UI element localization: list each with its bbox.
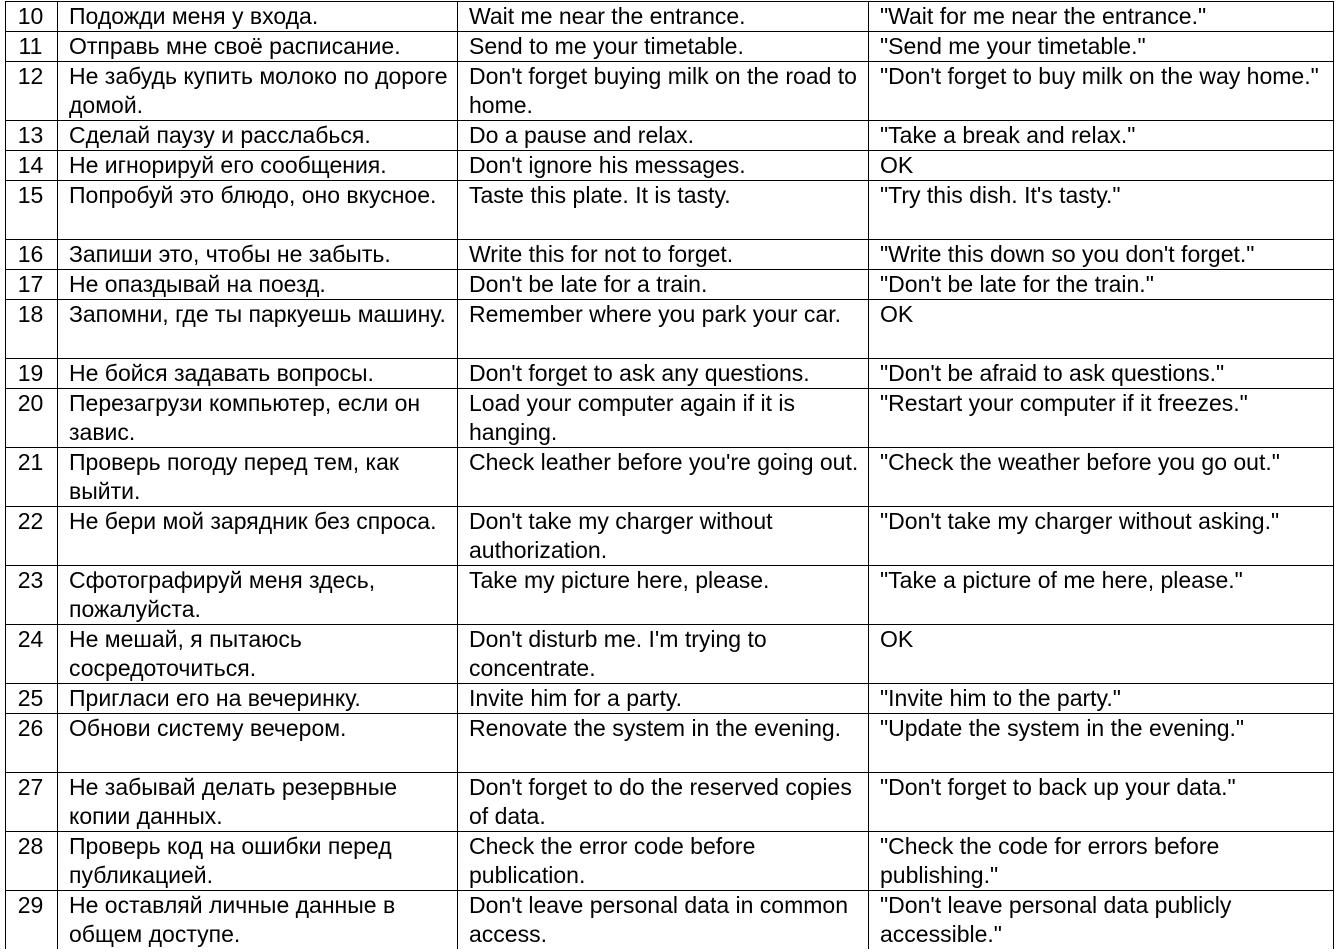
russian-sentence: Не игнорируй его сообщения. <box>58 151 458 181</box>
corrected-translation: "Restart your computer if it freezes." <box>869 389 1334 448</box>
row-number: 21 <box>6 448 58 507</box>
student-translation: Don't disturb me. I'm trying to concentrate. <box>458 625 869 684</box>
student-translation: Check leather before you're going out. <box>458 448 869 507</box>
table-row <box>6 32 1334 62</box>
student-translation: Don't take my charger without authorization. <box>458 507 869 566</box>
row-number: 11 <box>6 32 58 62</box>
corrected-translation: "Don't take my charger without asking." <box>869 507 1334 566</box>
row-number: 13 <box>6 121 58 151</box>
corrected-translation: "Don't leave personal data publicly accessible." <box>869 891 1334 950</box>
corrected-translation: "Update the system in the evening." <box>869 714 1334 773</box>
corrected-translation: "Take a break and relax." <box>869 121 1334 151</box>
student-translation: Don't forget to ask any questions. <box>458 359 869 389</box>
corrected-translation: "Take a picture of me here, please." <box>869 566 1334 625</box>
corrected-translation: "Invite him to the party." <box>869 684 1334 714</box>
russian-sentence: Попробуй это блюдо, оно вкусное. <box>58 181 458 240</box>
corrected-translation: "Don't be afraid to ask questions." <box>869 359 1334 389</box>
table-row <box>6 832 1334 891</box>
corrected-translation: "Try this dish. It's tasty." <box>869 181 1334 240</box>
row-number: 27 <box>6 773 58 832</box>
row-number: 22 <box>6 507 58 566</box>
russian-sentence: Сфотографируй меня здесь, пожалуйста. <box>58 566 458 625</box>
row-number: 25 <box>6 684 58 714</box>
table-row <box>6 389 1334 448</box>
row-number: 19 <box>6 359 58 389</box>
table-row <box>6 300 1334 359</box>
table-row <box>6 62 1334 121</box>
table-row <box>6 566 1334 625</box>
corrected-translation: "Check the weather before you go out." <box>869 448 1334 507</box>
row-number: 24 <box>6 625 58 684</box>
russian-sentence: Запомни, где ты паркуешь машину. <box>58 300 458 359</box>
row-number: 20 <box>6 389 58 448</box>
row-number: 23 <box>6 566 58 625</box>
table-row <box>6 359 1334 389</box>
student-translation: Invite him for a party. <box>458 684 869 714</box>
russian-sentence: Проверь погоду перед тем, как выйти. <box>58 448 458 507</box>
student-translation: Load your computer again if it is hanging. <box>458 389 869 448</box>
row-number: 15 <box>6 181 58 240</box>
russian-sentence: Пригласи его на вечеринку. <box>58 684 458 714</box>
corrected-translation: OK <box>869 151 1334 181</box>
russian-sentence: Не мешай, я пытаюсь сосредоточиться. <box>58 625 458 684</box>
table-row <box>6 684 1334 714</box>
table-row <box>6 448 1334 507</box>
corrected-translation: "Don't be late for the train." <box>869 270 1334 300</box>
row-number: 28 <box>6 832 58 891</box>
table-row <box>6 181 1334 240</box>
student-translation: Don't ignore his messages. <box>458 151 869 181</box>
corrected-translation: "Write this down so you don't forget." <box>869 240 1334 270</box>
row-number: 10 <box>6 2 58 32</box>
table-row <box>6 270 1334 300</box>
russian-sentence: Не забудь купить молоко по дороге домой. <box>58 62 458 121</box>
corrected-translation: "Check the code for errors before publishing." <box>869 832 1334 891</box>
student-translation: Taste this plate. It is tasty. <box>458 181 869 240</box>
row-number: 18 <box>6 300 58 359</box>
russian-sentence: Обнови систему вечером. <box>58 714 458 773</box>
table-row <box>6 714 1334 773</box>
corrected-translation: "Send me your timetable." <box>869 32 1334 62</box>
row-number: 17 <box>6 270 58 300</box>
student-translation: Check the error code before publication. <box>458 832 869 891</box>
row-number: 16 <box>6 240 58 270</box>
student-translation: Renovate the system in the evening. <box>458 714 869 773</box>
russian-sentence: Отправь мне своё расписание. <box>58 32 458 62</box>
student-translation: Wait me near the entrance. <box>458 2 869 32</box>
russian-sentence: Не опаздывай на поезд. <box>58 270 458 300</box>
translation-table <box>5 1 1334 949</box>
row-number: 26 <box>6 714 58 773</box>
russian-sentence: Не забывай делать резервные копии данных. <box>58 773 458 832</box>
translation-table-body <box>6 2 1334 950</box>
corrected-translation: "Don't forget to back up your data." <box>869 773 1334 832</box>
student-translation: Do a pause and relax. <box>458 121 869 151</box>
table-row <box>6 507 1334 566</box>
table-row <box>6 151 1334 181</box>
russian-sentence: Не бери мой зарядник без спроса. <box>58 507 458 566</box>
russian-sentence: Сделай паузу и расслабься. <box>58 121 458 151</box>
russian-sentence: Не бойся задавать вопросы. <box>58 359 458 389</box>
russian-sentence: Подожди меня у входа. <box>58 2 458 32</box>
student-translation: Write this for not to forget. <box>458 240 869 270</box>
corrected-translation: "Don't forget to buy milk on the way home." <box>869 62 1334 121</box>
row-number: 29 <box>6 891 58 950</box>
student-translation: Don't leave personal data in common access. <box>458 891 869 950</box>
student-translation: Don't be late for a train. <box>458 270 869 300</box>
table-row <box>6 625 1334 684</box>
russian-sentence: Проверь код на ошибки перед публикацией. <box>58 832 458 891</box>
table-row <box>6 891 1334 950</box>
russian-sentence: Не оставляй личные данные в общем доступе. <box>58 891 458 950</box>
russian-sentence: Запиши это, чтобы не забыть. <box>58 240 458 270</box>
row-number: 12 <box>6 62 58 121</box>
student-translation: Send to me your timetable. <box>458 32 869 62</box>
student-translation: Take my picture here, please. <box>458 566 869 625</box>
student-translation: Don't forget buying milk on the road to home. <box>458 62 869 121</box>
row-number: 14 <box>6 151 58 181</box>
table-row <box>6 773 1334 832</box>
corrected-translation: OK <box>869 625 1334 684</box>
corrected-translation: "Wait for me near the entrance." <box>869 2 1334 32</box>
table-row <box>6 2 1334 32</box>
table-row <box>6 240 1334 270</box>
corrected-translation: OK <box>869 300 1334 359</box>
student-translation: Don't forget to do the reserved copies of data. <box>458 773 869 832</box>
russian-sentence: Перезагрузи компьютер, если он завис. <box>58 389 458 448</box>
student-translation: Remember where you park your car. <box>458 300 869 359</box>
table-row <box>6 121 1334 151</box>
